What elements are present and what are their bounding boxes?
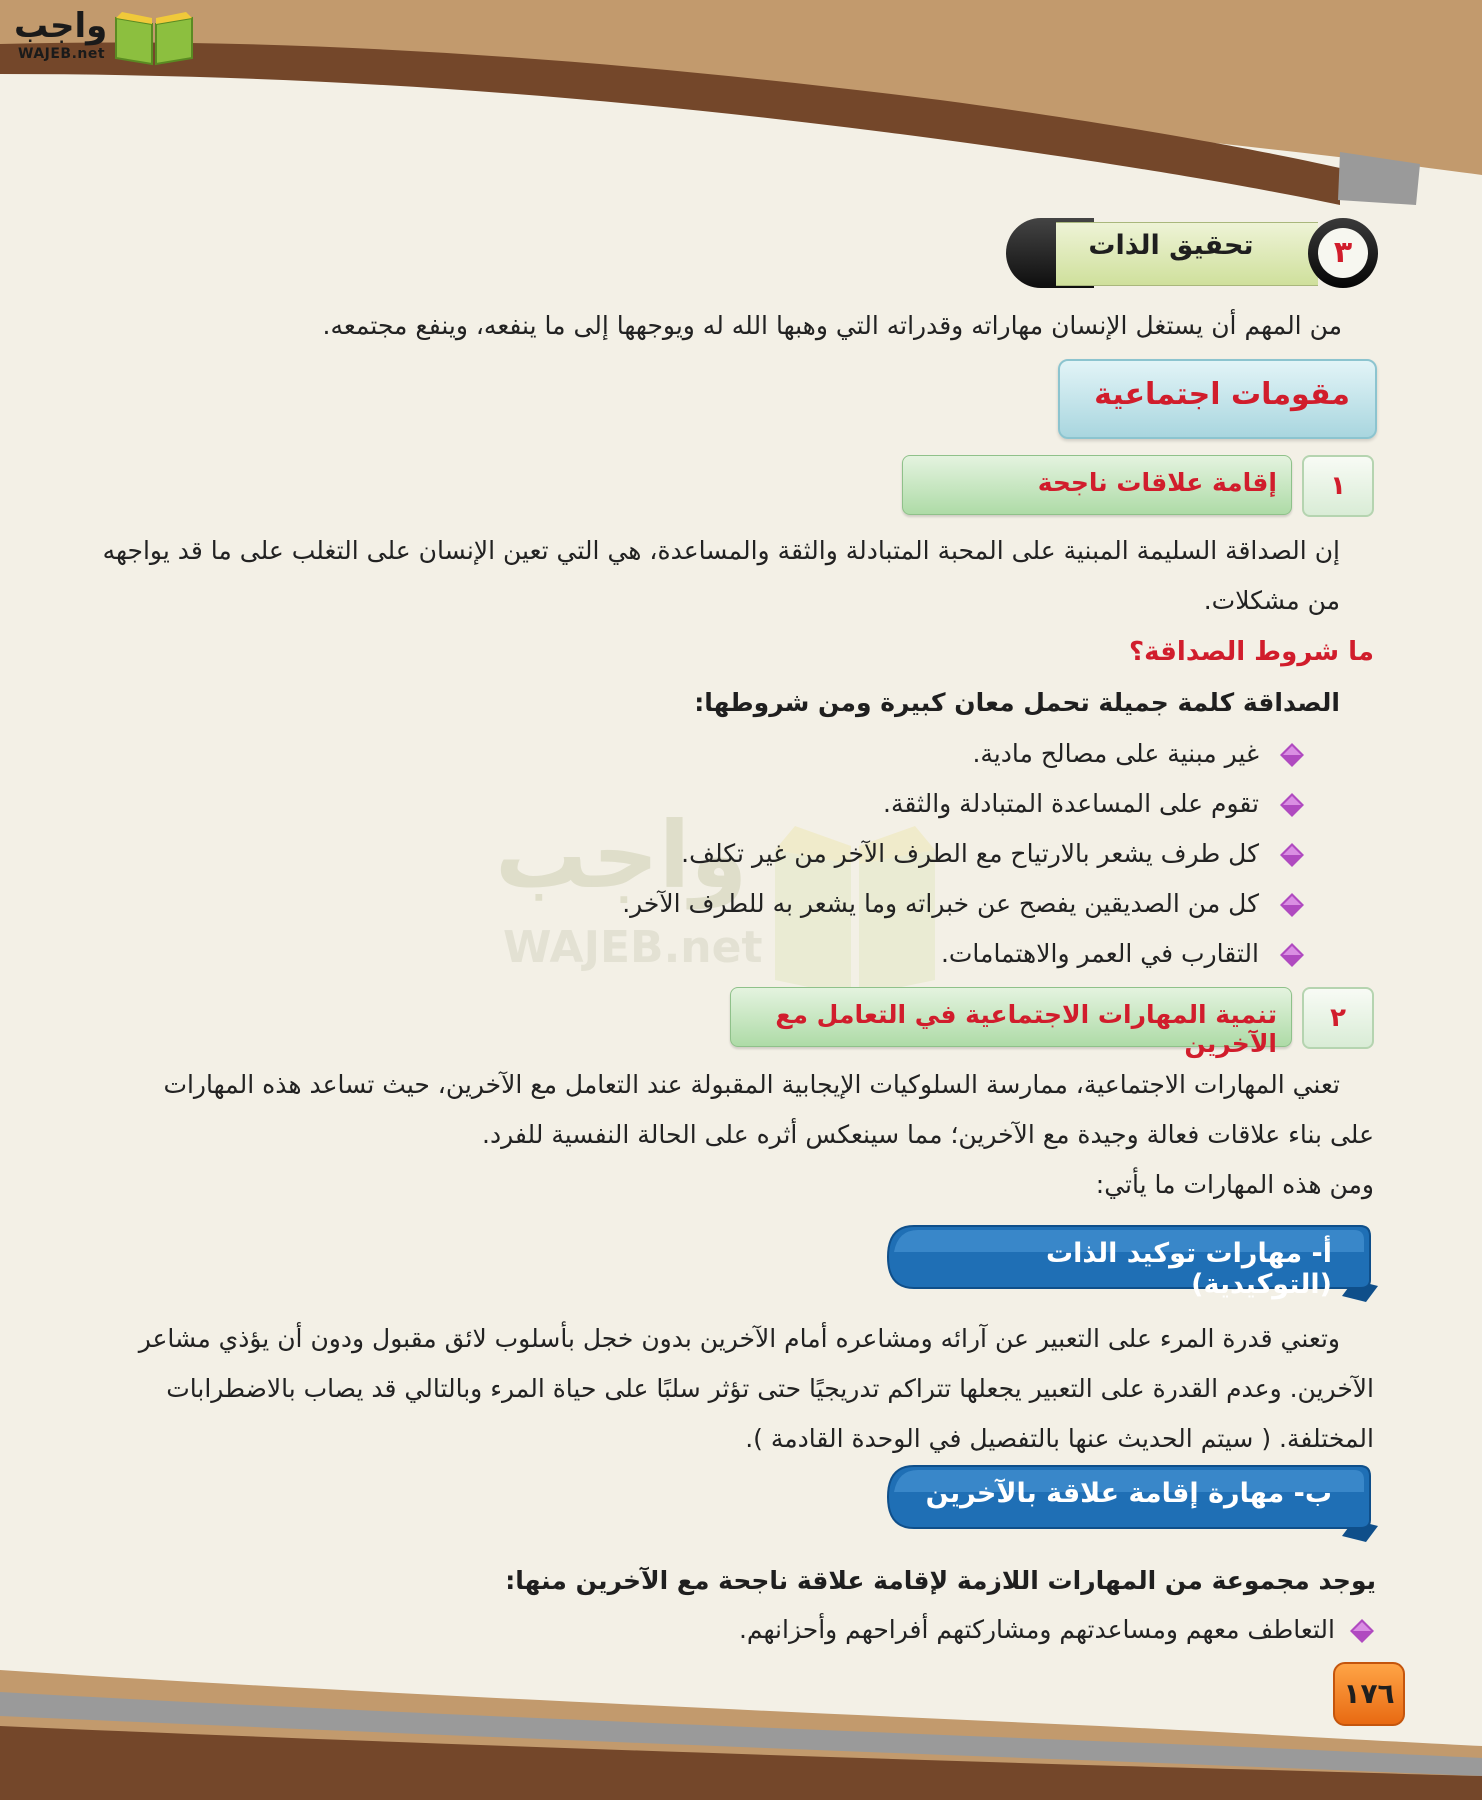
book-icon xyxy=(112,8,196,66)
friendship-bullet-text: كل طرف يشعر بالارتياح مع الطرف الآخر من غير تكلف. xyxy=(681,839,1259,868)
item1-title: إقامة علاقات ناجحة xyxy=(1037,468,1277,497)
bottom-decorative-band xyxy=(0,1630,1482,1800)
skill-b-lead: يوجد مجموعة من المهارات اللازمة لإقامة علاقة ناجحة مع الآخرين منها: xyxy=(505,1566,1376,1595)
skill-a-line2: الآخرين. وعدم القدرة على التعبير يجعلها تتراكم تدريجيًا حتى تؤثر سلبًا على حياة المرء وبالتالي قد يصاب بالاضطرابات xyxy=(166,1374,1374,1403)
friendship-bullet-text: كل من الصديقين يفصح عن خبراته وما يشعر به للطرف الآخر. xyxy=(622,889,1259,918)
logo-word: واجب xyxy=(14,6,108,46)
friendship-bullet-text: التقارب في العمر والاهتمامات. xyxy=(940,939,1259,968)
diamond-bullet-icon xyxy=(1279,942,1305,968)
diamond-bullet-icon xyxy=(1279,892,1305,918)
watermark-word: واجب xyxy=(495,802,748,909)
item1-para-line2: من مشكلات. xyxy=(1203,586,1340,615)
section-number: ٣ xyxy=(1318,228,1368,278)
item2-title: تنمية المهارات الاجتماعية في التعامل مع الآخرين xyxy=(775,1000,1277,1058)
diamond-bullet-icon xyxy=(1349,1618,1375,1644)
skill-a-line3: المختلفة. ( سيتم الحديث عنها بالتفصيل في الوحدة القادمة ). xyxy=(745,1424,1374,1453)
friendship-question: ما شروط الصداقة؟ xyxy=(1129,637,1374,667)
friendship-bullet xyxy=(405,932,1305,976)
friendship-bullet xyxy=(405,732,1305,776)
skill-a-line1: وتعني قدرة المرء على التعبير عن آرائه ومشاعره أمام الآخرين بدون خجل بأسلوب لائق مقبول ودون أن يؤذي مشاعر xyxy=(138,1324,1340,1353)
skill-a-title: أ- مهارات توكيد الذات (التوكيدية) xyxy=(1045,1238,1332,1300)
item2-para-line1: تعني المهارات الاجتماعية، ممارسة السلوكيات الإيجابية المقبولة عند التعامل مع الآخرين، حيث تساعد هذه المهارات xyxy=(163,1070,1340,1099)
skill-b-bullet xyxy=(475,1608,1375,1652)
friendship-lead: الصداقة كلمة جميلة تحمل معان كبيرة ومن شروطها: xyxy=(694,688,1340,717)
skill-b-title: ب- مهارة إقامة علاقة بالآخرين xyxy=(925,1478,1332,1509)
friendship-bullet-text: غير مبنية على مصالح مادية. xyxy=(972,739,1259,768)
friendship-bullet-text: تقوم على المساعدة المتبادلة والثقة. xyxy=(883,789,1259,818)
logo-sub: WAJEB.net xyxy=(18,46,106,62)
page-number: ١٧٦ xyxy=(1333,1662,1405,1726)
item2-number: ٢ xyxy=(1302,987,1374,1049)
item1-number: ١ xyxy=(1302,455,1374,517)
item2-para-line3: ومن هذه المهارات ما يأتي: xyxy=(1095,1170,1374,1199)
watermark-sub: WAJEB.net xyxy=(503,922,763,973)
diamond-bullet-icon xyxy=(1279,792,1305,818)
wajeb-logo xyxy=(6,6,196,68)
friendship-bullet xyxy=(405,782,1305,826)
item1-title-box xyxy=(902,455,1292,515)
item2-title-box xyxy=(730,987,1292,1058)
skill-b-bullet-text: التعاطف معهم ومساعدتهم ومشاركتهم أفراحهم وأحزانهم. xyxy=(738,1615,1335,1644)
diamond-bullet-icon xyxy=(1279,842,1305,868)
diamond-bullet-icon xyxy=(1279,742,1305,768)
intro-text: من المهم أن يستغل الإنسان مهاراته وقدراته التي وهبها الله له ويوجهها إلى ما ينفعه، وينفع مجتمعه. xyxy=(322,311,1342,340)
top-decorative-band xyxy=(0,0,1482,205)
social-foundations-heading xyxy=(1058,359,1377,439)
item2-para-line2: على بناء علاقات فعالة وجيدة مع الآخرين؛ مما سينعكس أثره على الحالة النفسية للفرد. xyxy=(482,1120,1374,1149)
heading-text: مقومات اجتماعية xyxy=(1094,377,1350,412)
friendship-bullet xyxy=(405,832,1305,876)
section-title: تحقيق الذات xyxy=(1088,230,1254,261)
friendship-bullet xyxy=(405,882,1305,926)
item1-para-line1: إن الصداقة السليمة المبنية على المحبة المتبادلة والثقة والمساعدة، هي التي تعين الإنسان على التغلب على ما قد يواجهه xyxy=(102,536,1340,565)
section-header xyxy=(1006,218,1378,288)
